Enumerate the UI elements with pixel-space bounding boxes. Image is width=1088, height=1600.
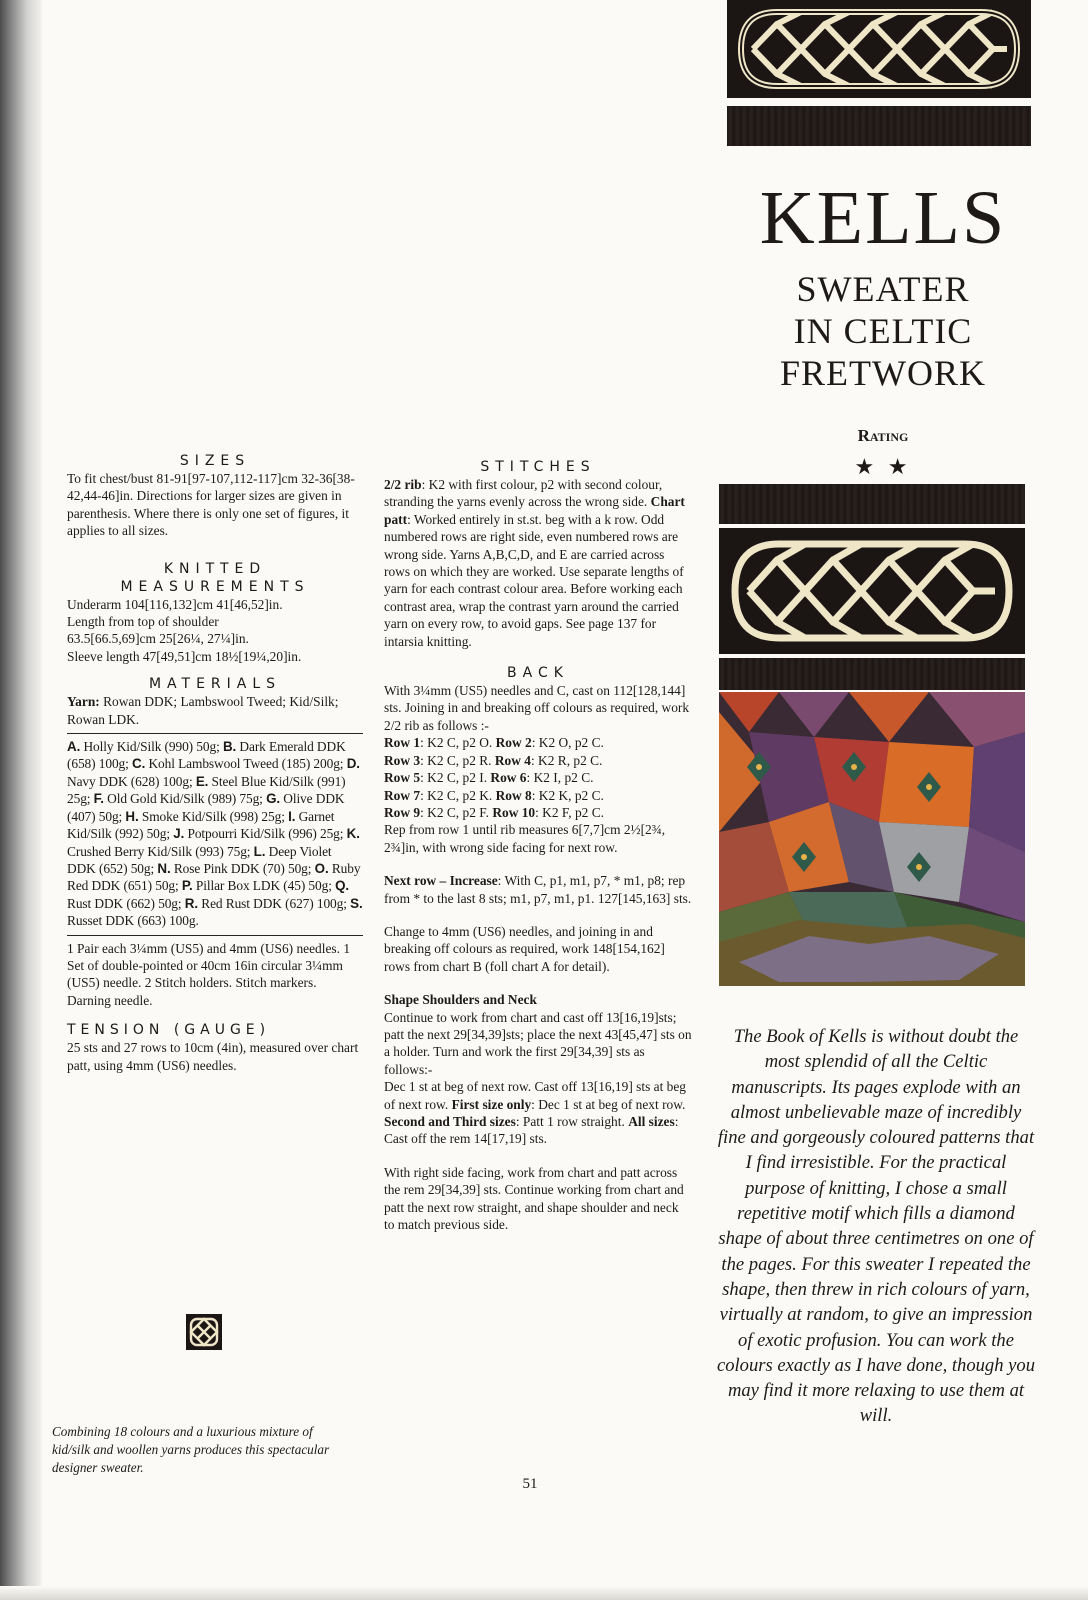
book-spine-shadow <box>0 0 42 1600</box>
tension-text: 25 sts and 27 rows to 10cm (4in), measured over chart patt, using 4mm (US6) needles. <box>67 1040 359 1073</box>
measurement-line: Underarm 104[116,132]cm 41[46,52]in. <box>67 596 283 612</box>
materials-heading: MATERIALS <box>148 676 282 693</box>
title-subtitle <box>728 268 1038 394</box>
divider <box>67 733 363 734</box>
rib-row: Row 1: K2 C, p2 O. Row 2: K2 O, p2 C. <box>384 735 604 751</box>
measurement-line: Sleeve length 47[49,51]cm 18½[19¼,20]in. <box>67 648 302 664</box>
shape-text-2: Dec 1 st at beg of next row. Cast off 13[16,19] sts at beg of next row. First size only: Dec 1 st at beg of next row. Second and Third sizes: Patt 1 row straight. All sizes: Cast off the rem 14[17,19] sts. <box>384 1079 686 1147</box>
yarn-label: Yarn: <box>67 694 100 710</box>
stitches-text: 2/2 rib: K2 with first colour, p2 with second colour, stranding the yarns evenly across the wrong side. Chart patt: Worked entirely in st.st. beg with a k row. Odd numbered rows are right side, even numbered rows are wrong side. Yarns A,B,C,D, and E are carried across rows on which they are worked. Use separate lengths of yarn for each contrast colour area. Before working each contrast area, wrap the contrast yarn around the carried yarn on every row, to avoid gaps. See page 137 for intarsia knitting. <box>384 477 685 649</box>
dark-stripe-band-top <box>727 106 1031 146</box>
needles-text: 1 Pair each 3¼mm (US5) and 4mm (US6) needles. 1 Set of double-pointed or 40cm 16in circular 3¼mm (US5) needle. 2 Stitch holders. Stitch markers. Darning needle. <box>67 940 351 1008</box>
change-needles: Change to 4mm (US6) needles, and joining in and breaking off colours as required, work 148[154,162] rows from chart B (foll chart A for detail). <box>384 923 665 974</box>
stitches-heading: STITCHES <box>480 459 596 475</box>
tension-heading: TENSION (GAUGE) <box>67 1022 271 1039</box>
colour-list: A. Holly Kid/Silk (990) 50g; B. Dark Emerald DDK (658) 100g; C. Kohl Lambswool Tweed (185) 200g; D. Navy DDK (628) 100g; E. Steel Blue Kid/Silk (991) 25g; F. Old Gold Kid/Silk (989) 75g; G. Olive DDK (407) 50g; H. Smoke Kid/Silk (998) 25g; I. Garnet Kid/Silk (992) 50g; J. Potpourri Kid/Silk (996) 25g; K. Crushed Berry Kid/Silk (993) 75g; L. Deep Violet DDK (652) 50g; N. Rose Pink DDK (70) 50g; O. Ruby Red DDK (651) 50g; P. Pillar Box LDK (45) 50g; Q. Rust DDK (662) 50g; R. Red Rust DDK (627) 100g; S. Russet DDK (663) 100g. <box>67 739 363 929</box>
final-text: With right side facing, work from chart and patt across the rem 29[34,39] sts. Continue working from chart and patt the next row straight, and shape shoulder and neck to match previous side. <box>384 1164 684 1233</box>
measurements-heading-1: KNITTED <box>163 560 267 577</box>
shape-text-1: Continue to work from chart and cast off 13[16,19]sts; patt the next 29[34,39]sts; place the next 43[45,47] sts on a holder. Turn and work the first 29[34,39] sts as follows:- <box>384 1009 692 1077</box>
dark-stripe-band-middle <box>719 484 1025 524</box>
back-intro: With 3¼mm (US5) needles and C, cast on 112[128,144] sts. Joining in and breaking off colours as required, work 2/2 rib as follows :- <box>384 683 690 733</box>
sweater-photo <box>719 692 1025 986</box>
celtic-knot-band-middle <box>719 528 1025 654</box>
yarn-line <box>67 693 363 728</box>
celtic-knot-band-top <box>727 0 1031 98</box>
increase-text: Next row – Increase: With C, p1, m1, p7, * m1, p8; rep from * to the last 8 sts; m1, p7, m1, p1. 127[145,163] sts. <box>384 873 692 906</box>
intro-text: The Book of Kells is without doubt the most splendid of all the Celtic manuscripts. Its pages explode with an almost unbelievable maze of incredibly fine and gorgeously coloured patterns that I find irresistible. For the practical purpose of knitting, I chose a small repetitive motif which fills a diamond shape of about three centimetres on one of the pages. For this sweater I repeated the shape, then threw in rich colours of yarn, virtually at random, to give an impression of exotic profusion. You can work the colours exactly as I have done, though you may find it more relaxing to use them at will. <box>716 1026 1036 1427</box>
title-line-fretwork: FRETWORK <box>780 353 986 393</box>
rib-row: Row 9: K2 C, p2 F. Row 10: K2 F, p2 C. <box>384 804 604 820</box>
rating-stars: ★ ★ <box>854 454 912 479</box>
measurements-heading-2: MEASUREMENTS <box>120 578 310 595</box>
sizes-heading: SIZES <box>179 453 251 469</box>
rib-row: Row 3: K2 C, p2 R. Row 4: K2 R, p2 C. <box>384 752 603 768</box>
yarn-text: Rowan DDK; Lambswool Tweed; Kid/Silk; Rowan LDK. <box>67 694 339 727</box>
divider <box>67 935 363 936</box>
sizes-text: To fit chest/bust 81-91[97-107,112-117]cm 32-36[38-42,44-46]in. Directions for larger sizes are given in parenthesis. Where there is only one set of figures, it applies to all sizes. <box>67 471 355 539</box>
left-column <box>67 452 363 1074</box>
middle-column <box>384 458 692 1233</box>
title-line-sweater: SWEATER <box>796 269 970 309</box>
photo-caption: Combining 18 colours and a luxurious mixture of kid/silk and woollen yarns produces this spectacular designer sweater. <box>52 1424 330 1475</box>
page-number: 51 <box>522 1476 538 1492</box>
title-kells: KELLS <box>759 176 1007 260</box>
back-heading: BACK <box>507 665 569 682</box>
measurement-line: Length from top of shoulder <box>67 614 219 630</box>
rib-row: Row 5: K2 C, p2 I. Row 6: K2 I, p2 C. <box>384 770 594 786</box>
dark-stripe-band-lower <box>719 658 1025 690</box>
measurement-line: 63.5[66.5,69]cm 25[26¼, 27¼]in. <box>67 631 249 647</box>
page-edge <box>0 1586 1088 1600</box>
title-line-in-celtic: IN CELTIC <box>793 311 973 351</box>
celtic-knot-icon <box>186 1314 222 1350</box>
rib-row: Row 7: K2 C, p2 K. Row 8: K2 K, p2 C. <box>384 787 604 803</box>
shape-heading: Shape Shoulders and Neck <box>384 992 537 1008</box>
rating-label: Rating <box>857 426 909 445</box>
rib-rep: Rep from row 1 until rib measures 6[7,7]cm 2½[2¾, 2¾]in, with wrong side facing for next row. <box>384 822 666 855</box>
